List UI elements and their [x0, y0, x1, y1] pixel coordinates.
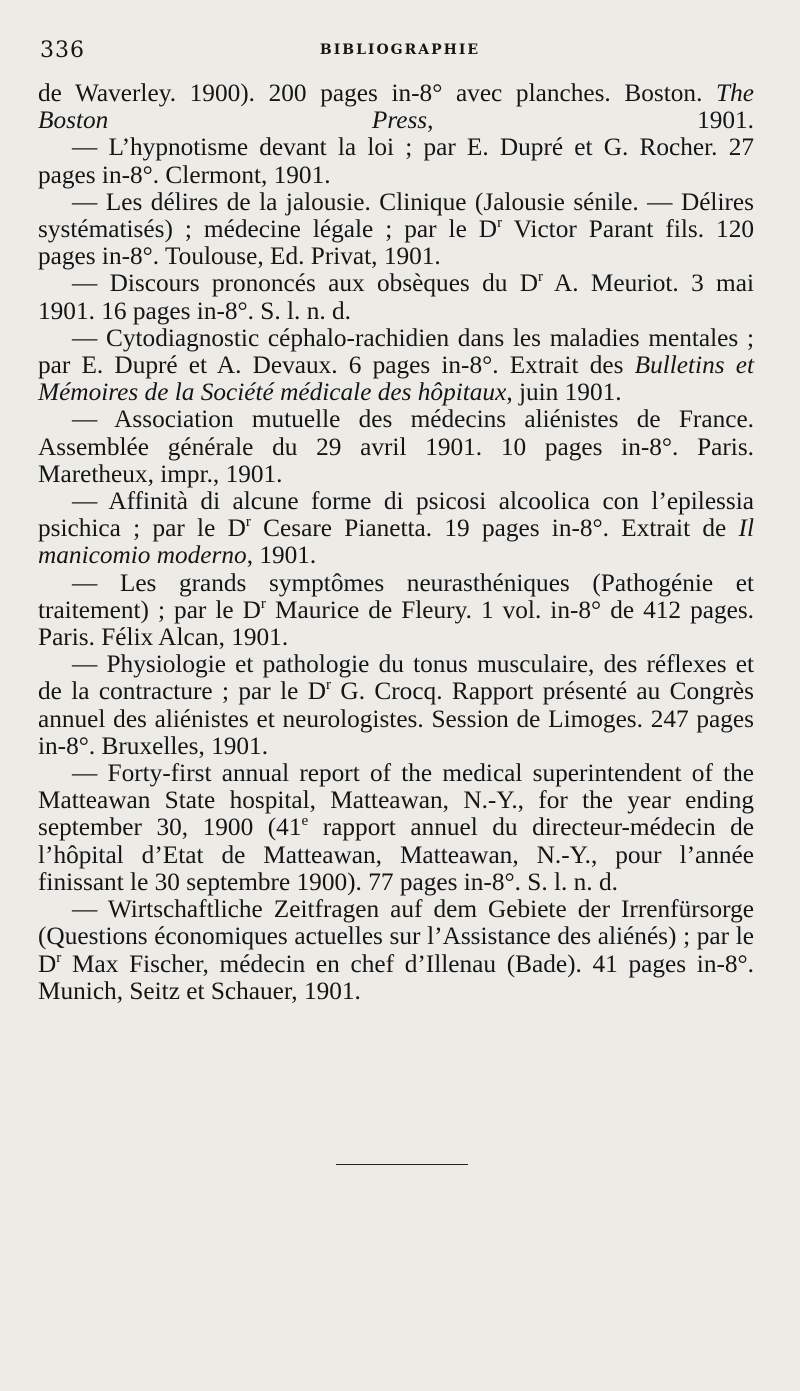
bibliography-entry: — Cytodiagnostic céphalo-rachidien dans les maladies mentales ; par E. Dupré et A. Devaux. 6 pages in-8°. Extrait des Bulletins et Mémoires de la Société médicale des hôpitaux, juin 1901. — [38, 323, 755, 407]
running-head: BIBLIOGRAPHIE — [319, 42, 481, 58]
bibliography-entry: — Affinità di alcune forme di psicosi alcoolica con l’epilessia psichica ; par le $D^r$ Cesare Pianetta. 19 pages in-8°. Extrait de Il manicomio moderno, 1901. — [38, 487, 754, 570]
bibliography-entry: — Wirtschaftliche Zeitfragen auf dem Gebiete der Irrenfürsorge (Questions économiques actuelles sur l’Assistance des aliénés) ; par le $D^r$ Max Fischer, médecin en chef d’Illenau (Bade). 41 pages in-8°. Munich, Seitz et Schauer, 1901. — [38, 895, 754, 1005]
bibliography-entry: — Association mutuelle des médecins aliénistes de France. Assemblée générale du 29 avril 1901. 10 pages in-8°. Paris. Maretheux, impr., 1901. — [38, 405, 754, 488]
page-header — [40, 38, 760, 68]
bibliography-entry: — Les grands symptômes neurasthéniques (Pathogénie et traitement) ; par le $D^r$ Maurice de Fleury. 1 vol. in-8° de 412 pages. Paris. Félix Alcan, 1901. — [38, 568, 754, 652]
bibliography-entry: — L’hypnotisme devant la loi ; par E. Dupré et G. Rocher. 27 pages in-8°. Clermont, 1901. — [38, 133, 754, 189]
page-number: 336 — [40, 38, 85, 63]
bibliography-list — [38, 80, 754, 1005]
bibliography-entry: — Les délires de la jalousie. Clinique (Jalousie sénile. — Délires systématisés) ; médecine légale ; par le $D^r$ Victor Parant fils. 120 pages in-8°. Toulouse, Ed. Privat, 1901. — [38, 187, 755, 271]
section-divider — [336, 1164, 468, 1165]
bibliography-entry: de Waverley. 1900). 200 pages in-8° avec planches. Boston. The Boston Press, 1901. — [38, 79, 754, 135]
bibliography-entry: — Physiologie et pathologie du tonus musculaire, des réflexes et de la contracture ; par le $D^r$ G. Crocq. Rapport présenté au Congrès annuel des aliénistes et neurologistes. Session de Limoges. 247 pages in-8°. Bruxelles, 1901. — [38, 650, 754, 760]
bibliography-entry: — Discours prononcés aux obsèques du $D^r$ A. Meuriot. 3 mai 1901. 16 pages in-8°. S. l. n. d. — [38, 268, 754, 325]
bibliography-entry: — Forty-first annual report of the medical superintendent of the Matteawan State hospital, Matteawan, N.-Y., for the year ending september 30, 1900 (41e rapport annuel du directeur-médecin de l’hôpital d’Etat de Matteawan, Matteawan, N.-Y., pour l’année finissant le 30 septembre 1900). 77 pages in-8°. S. l. n. d. — [38, 759, 754, 896]
